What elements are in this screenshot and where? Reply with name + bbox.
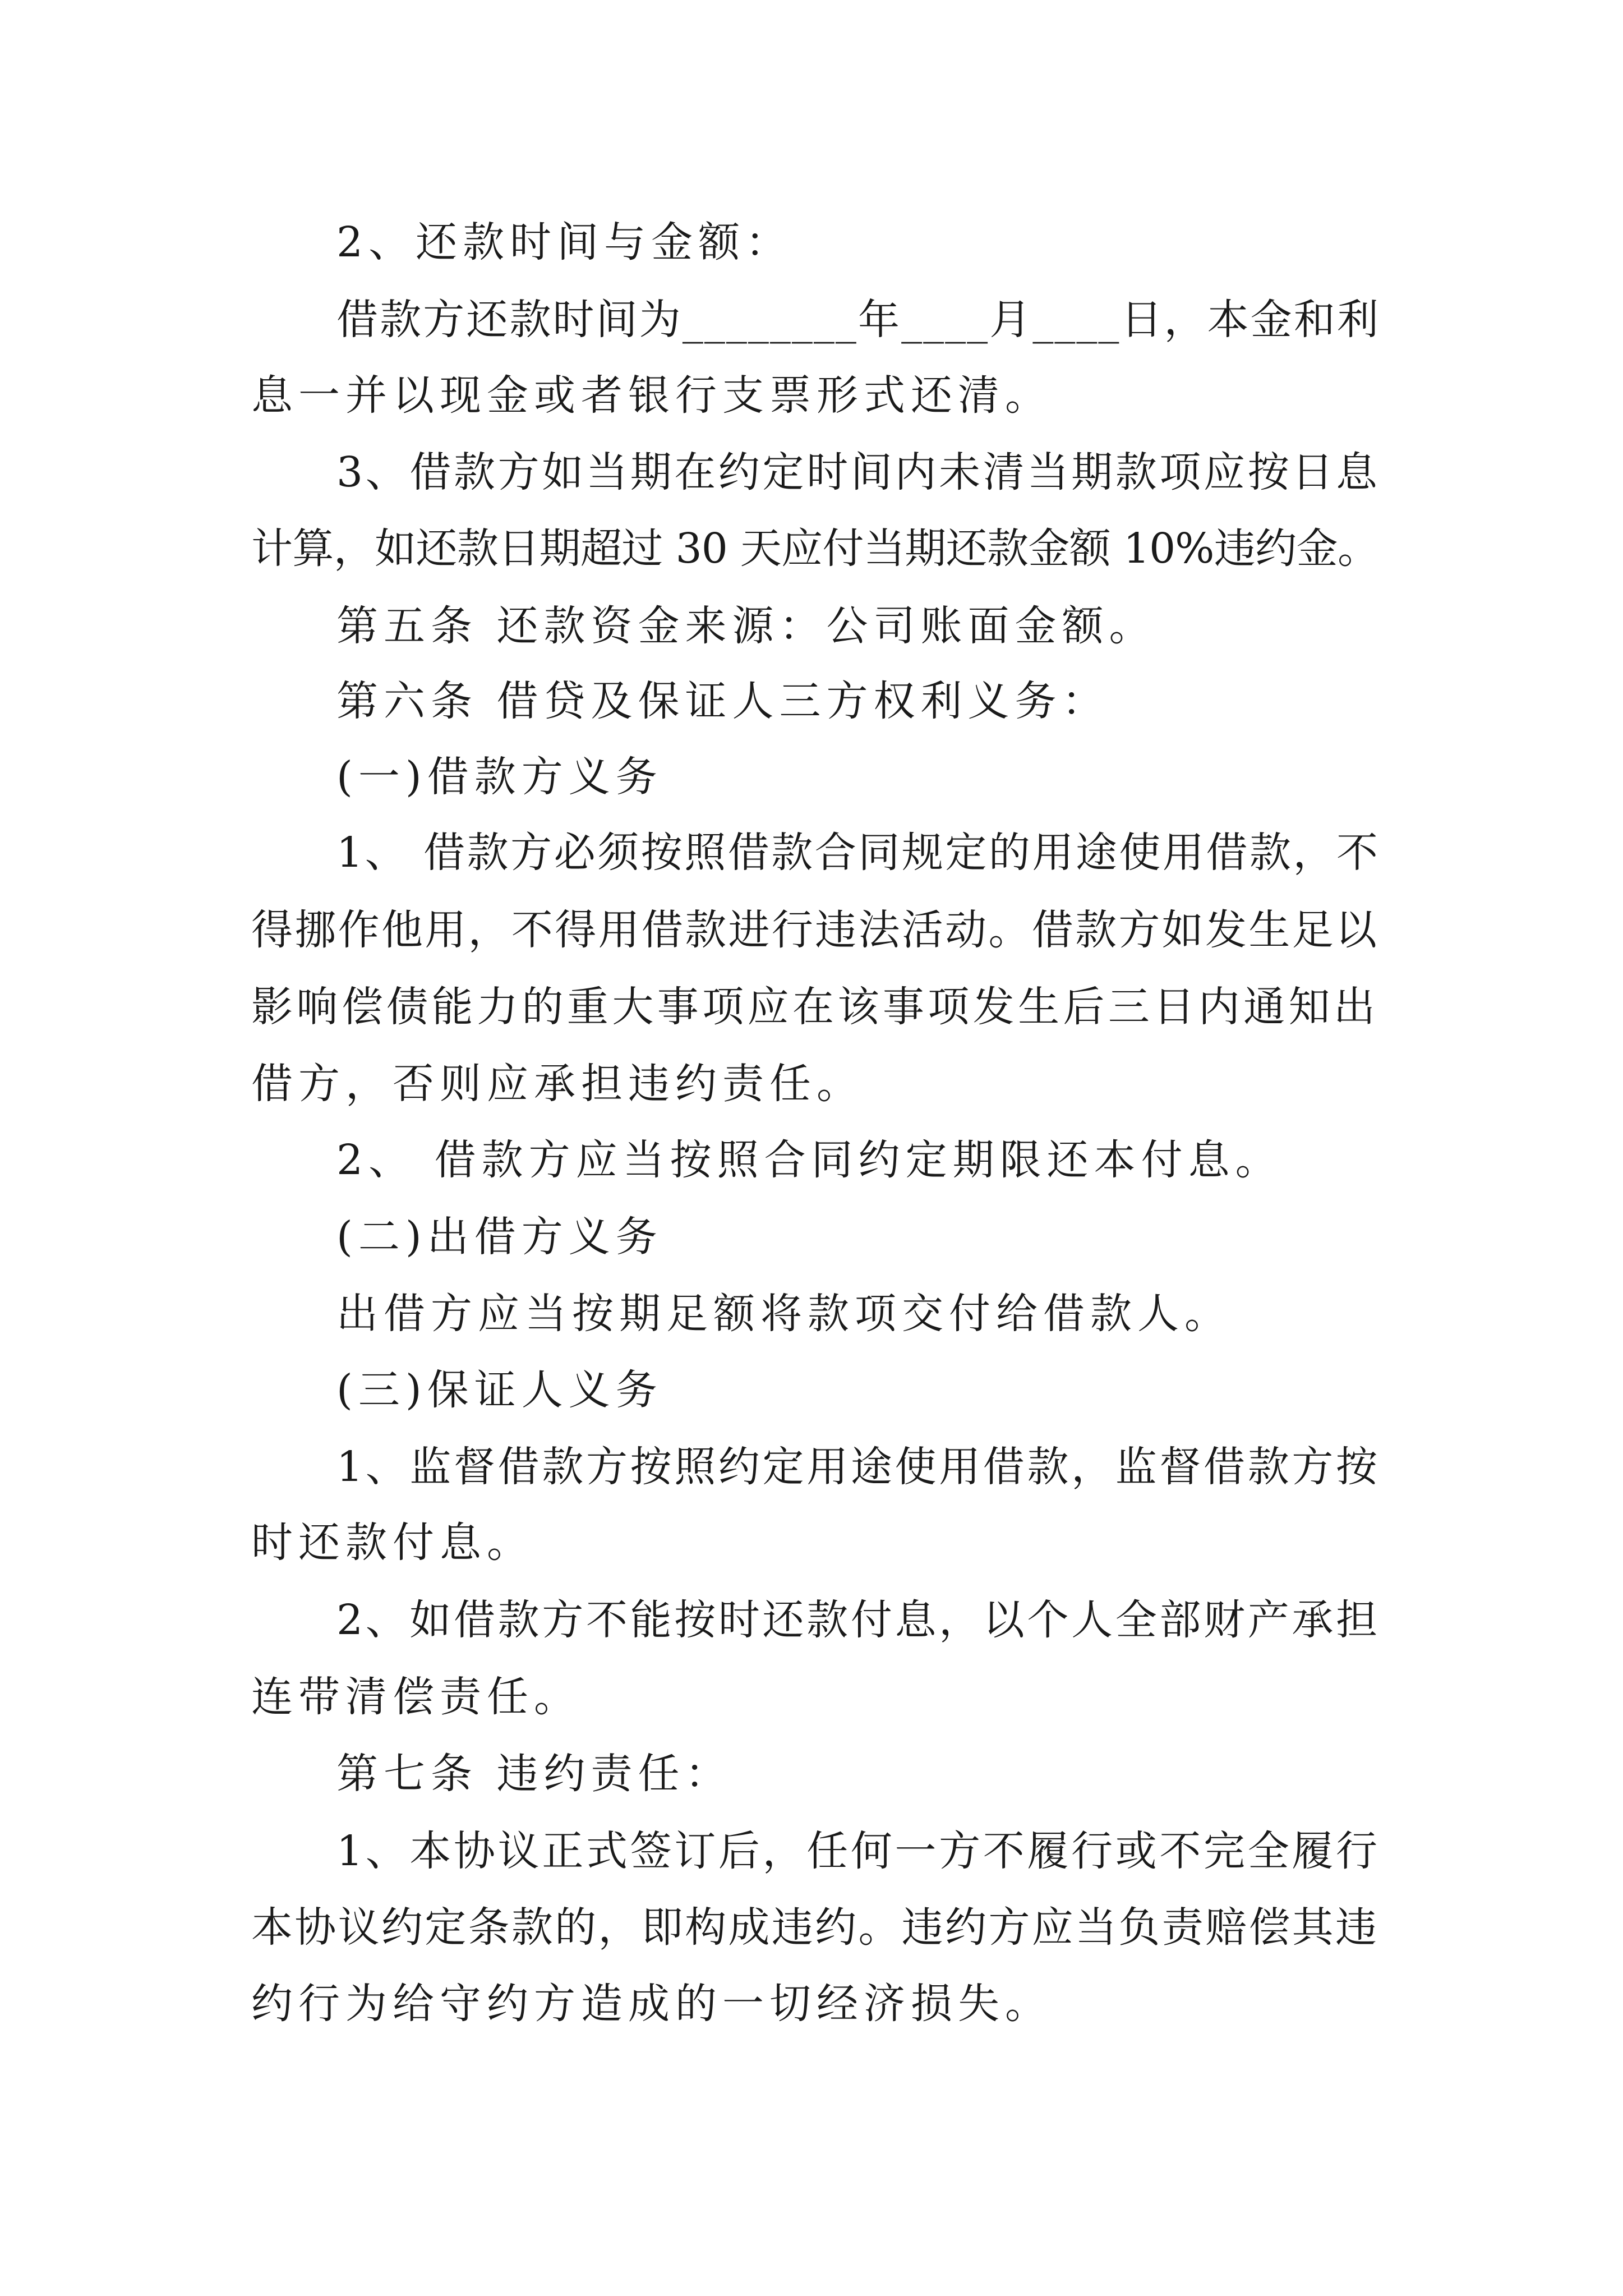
- paragraph-line: 得挪作他用，不得用借款进行违法活动。借款方如发生足以: [251, 906, 1378, 954]
- paragraph-line: 出借方应当按期足额将款项交付给借款人。: [336, 1290, 1232, 1338]
- paragraph-line: 2、还款时间与金额：: [336, 218, 793, 266]
- paragraph-line: 借方，否则应承担违约责任。: [251, 1060, 864, 1108]
- paragraph-line: 时还款付息。: [251, 1519, 534, 1567]
- section-heading: (三)保证人义务: [336, 1366, 663, 1414]
- paragraph-line: 借款方还款时间为________年____月____日，本金和利: [336, 296, 1380, 344]
- article-heading: 第七条 违约责任：: [336, 1750, 732, 1798]
- paragraph-line: 计算，如还款日期超过 30 天应付当期还款金额 10%违约金。: [251, 524, 1378, 573]
- paragraph-line: 3、借款方如当期在约定时间内未清当期款项应按日息: [336, 448, 1380, 496]
- paragraph-line: 2、如借款方不能按时还款付息，以个人全部财产承担: [336, 1596, 1380, 1644]
- paragraph-line: 本协议约定条款的，即构成违约。违约方应当负责赔偿其违: [251, 1903, 1378, 1952]
- paragraph-line: 连带清偿责任。: [251, 1673, 581, 1721]
- section-heading: (一)借款方义务: [336, 753, 663, 801]
- article-heading: 第五条 还款资金来源：公司账面金额。: [336, 602, 1156, 650]
- paragraph-line: 1、监督借款方按照约定用途使用借款，监督借款方按: [336, 1443, 1380, 1491]
- paragraph-line: 约行为给守约方造成的一切经济损失。: [251, 1980, 1052, 2028]
- paragraph-line: 2、 借款方应当按照合同约定期限还本付息。: [336, 1136, 1283, 1184]
- paragraph-line: 1、 借款方必须按照借款合同规定的用途使用借款，不: [336, 829, 1380, 877]
- paragraph-line: 息一并以现金或者银行支票形式还清。: [251, 371, 1052, 420]
- article-heading: 第六条 借贷及保证人三方权利义务：: [336, 677, 1109, 725]
- section-heading: (二)出借方义务: [336, 1213, 663, 1261]
- paragraph-line: 1、本协议正式签订后，任何一方不履行或不完全履行: [336, 1827, 1380, 1875]
- paragraph-line: 影响偿债能力的重大事项应在该事项发生后三日内通知出: [251, 983, 1378, 1031]
